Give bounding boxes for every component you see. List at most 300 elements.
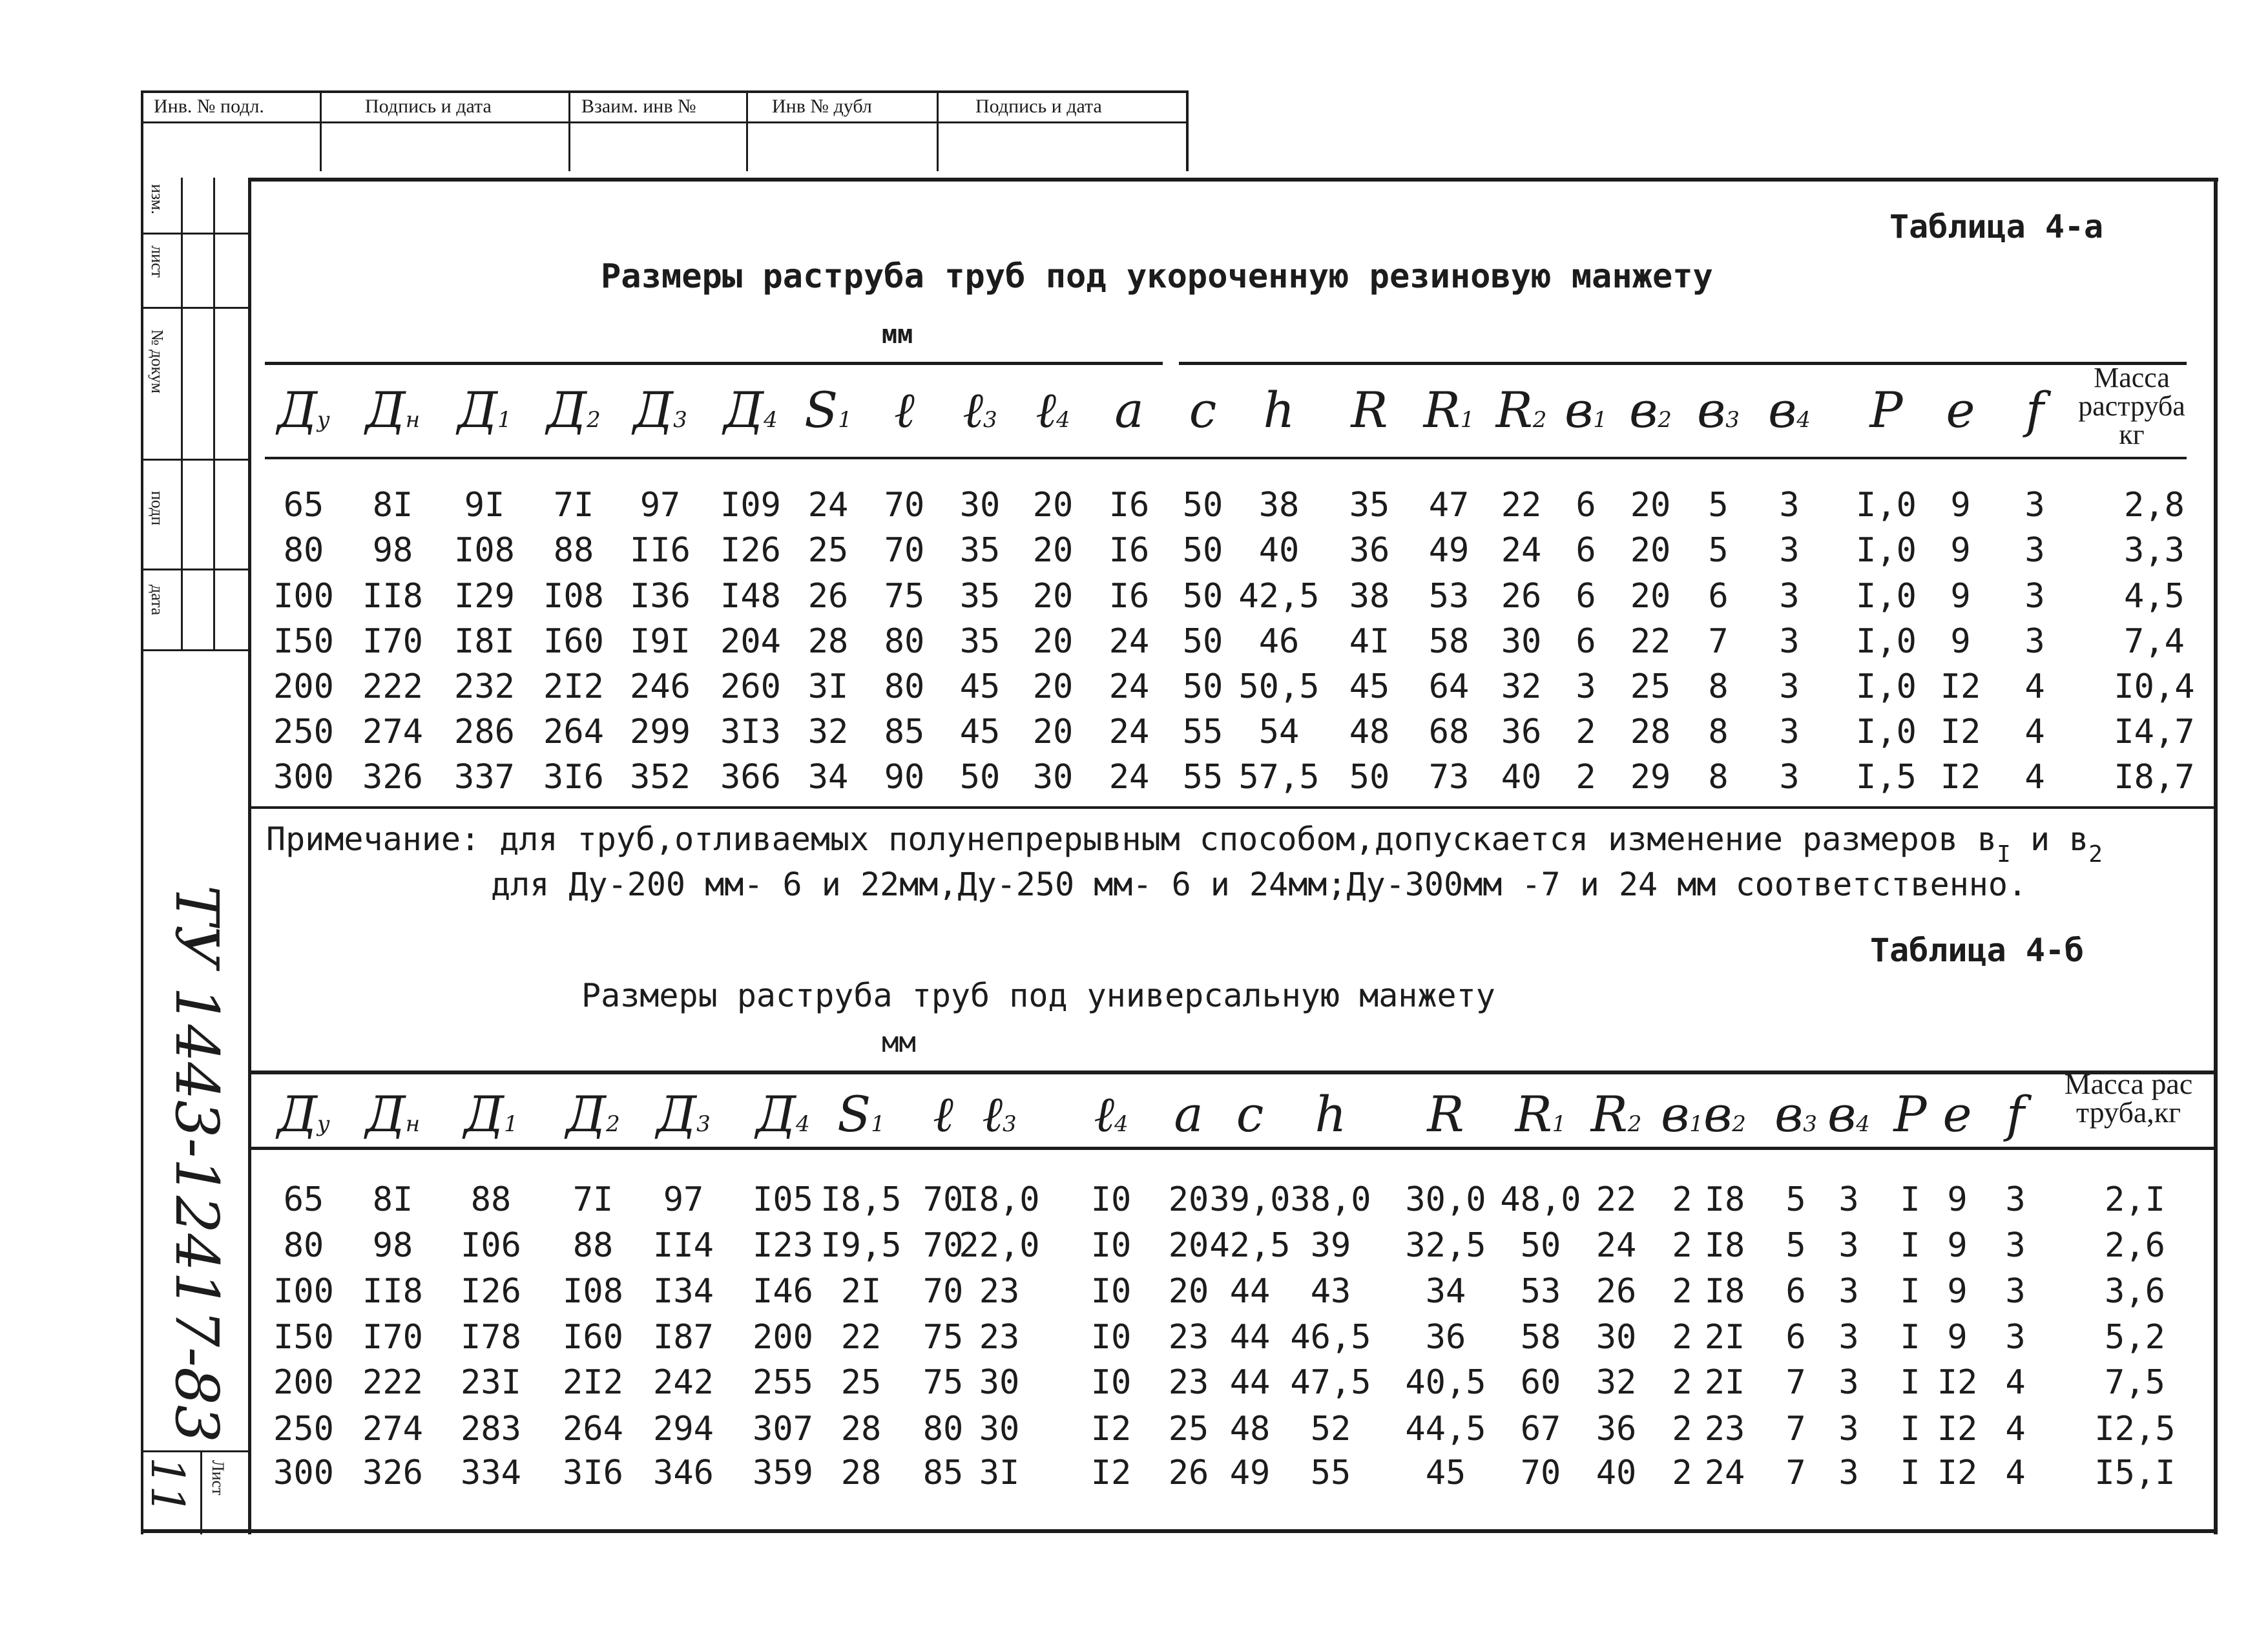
column-header bbox=[961, 1085, 1038, 1144]
table-cell: 30 bbox=[959, 486, 1001, 525]
table-cell: 67 bbox=[1520, 1410, 1561, 1448]
table-cell: I,0 bbox=[1856, 713, 1917, 751]
table-cell: I46 bbox=[753, 1272, 813, 1311]
column-header bbox=[1292, 1085, 1369, 1143]
column-header-symbol: S bbox=[837, 1085, 871, 1143]
table-cell: 6 bbox=[1785, 1272, 1806, 1311]
table-cell: I,0 bbox=[1856, 531, 1917, 570]
column-header-symbol: P bbox=[1869, 381, 1903, 439]
table-cell: 4 bbox=[2005, 1363, 2026, 1402]
table-row bbox=[0, 1410, 2268, 1456]
table-cell: I26 bbox=[461, 1272, 521, 1311]
table-cell: 23 bbox=[979, 1318, 1020, 1357]
table-cell: 24 bbox=[1108, 622, 1150, 661]
table-cell: 38 bbox=[1349, 577, 1390, 616]
column-header-symbol: Д bbox=[656, 1085, 697, 1143]
table-cell: I08 bbox=[563, 1272, 623, 1311]
table-row bbox=[0, 622, 2268, 669]
table-row bbox=[0, 577, 2268, 623]
table-cell: 35 bbox=[1349, 486, 1390, 525]
table-cell: 3 bbox=[1838, 1454, 1859, 1492]
table-cell: I50 bbox=[273, 622, 334, 661]
table-cell: I bbox=[1900, 1454, 1920, 1492]
table-cell: 30 bbox=[1032, 758, 1074, 797]
column-header-symbol: Д bbox=[723, 381, 764, 439]
column-header bbox=[354, 1085, 432, 1143]
table-cell: 55 bbox=[1182, 758, 1223, 797]
table-cell: I08 bbox=[454, 531, 515, 570]
column-header-symbol: e bbox=[1942, 1085, 1972, 1143]
table-cell: 4 bbox=[2005, 1454, 2026, 1492]
table-cell: 3,6 bbox=[2105, 1272, 2165, 1311]
table-cell: 24 bbox=[1108, 758, 1150, 797]
side-label-dokum: № докум bbox=[148, 329, 167, 393]
table-cell: 44,5 bbox=[1405, 1410, 1486, 1448]
table-row bbox=[0, 486, 2268, 532]
table-cell: II8 bbox=[362, 1272, 423, 1311]
column-header-symbol: f bbox=[2025, 381, 2044, 439]
table-cell: 90 bbox=[884, 758, 925, 797]
table-cell: 30 bbox=[1596, 1318, 1637, 1357]
table-cell: 3 bbox=[1779, 713, 1800, 751]
table-cell: 34 bbox=[807, 758, 849, 797]
table-cell: 45 bbox=[1349, 667, 1390, 706]
side-label-data: дата bbox=[148, 585, 167, 616]
column-header-subscript: 3 bbox=[696, 1111, 711, 1137]
table-cell: 44 bbox=[1229, 1272, 1271, 1311]
table-a-title: Размеры раструба труб под укороченную резиновую манжету bbox=[601, 257, 1713, 296]
table-cell: 42,5 bbox=[1209, 1226, 1291, 1265]
table-cell: I0 bbox=[1090, 1363, 1132, 1402]
table-cell: 3 bbox=[1779, 667, 1800, 706]
table-cell: 300 bbox=[273, 758, 334, 797]
side-label-izm: изм. bbox=[148, 184, 167, 214]
column-header-symbol: R bbox=[1515, 1085, 1552, 1143]
table-cell: I,5 bbox=[1856, 758, 1917, 797]
column-header-subscript: 1 bbox=[871, 1111, 885, 1137]
column-header-subscript: у bbox=[317, 1111, 330, 1137]
table-cell: 337 bbox=[454, 758, 515, 797]
table-cell: I2 bbox=[1090, 1410, 1132, 1448]
table-cell: 45 bbox=[1425, 1454, 1466, 1492]
table-cell: 5 bbox=[1708, 486, 1729, 525]
column-header-subscript: 4 bbox=[1056, 407, 1070, 433]
table-cell: I8,5 bbox=[820, 1180, 902, 1219]
table-cell: 30 bbox=[979, 1410, 1020, 1448]
column-header-symbol: e bbox=[1946, 381, 1975, 439]
table-cell: 200 bbox=[273, 667, 334, 706]
table-cell: 50 bbox=[1349, 758, 1390, 797]
table-cell: 200 bbox=[753, 1318, 813, 1357]
table-cell: 20 bbox=[1168, 1226, 1209, 1265]
table-cell: 3I6 bbox=[543, 758, 604, 797]
stamp-podpis-2: Подпись и дата bbox=[975, 96, 1102, 117]
table-cell: I29 bbox=[454, 577, 515, 616]
table-cell: I6 bbox=[1108, 577, 1150, 616]
table-cell: 97 bbox=[640, 486, 681, 525]
column-header-symbol: в bbox=[1629, 381, 1658, 439]
column-header-symbol: Д bbox=[365, 1085, 406, 1143]
column-header bbox=[1680, 381, 1757, 439]
column-header bbox=[1686, 1085, 1763, 1143]
table-cell: 88 bbox=[572, 1226, 614, 1265]
table-cell: 46,5 bbox=[1290, 1318, 1371, 1357]
table-cell: 2 bbox=[1672, 1180, 1692, 1219]
table-cell: 26 bbox=[1168, 1454, 1209, 1492]
column-header bbox=[1612, 381, 1689, 439]
table-cell: I50 bbox=[273, 1318, 334, 1357]
table-row bbox=[0, 531, 2268, 578]
column-header bbox=[1922, 381, 1999, 439]
column-header-subscript: 1 bbox=[1460, 407, 1475, 433]
column-header bbox=[621, 381, 699, 439]
table-cell: 75 bbox=[884, 577, 925, 616]
table-cell: 25 bbox=[1630, 667, 1671, 706]
column-header-subscript: 2 bbox=[606, 1111, 620, 1137]
table-row bbox=[0, 758, 2268, 804]
column-header-symbol: c bbox=[1236, 1085, 1264, 1143]
table-cell: 45 bbox=[959, 667, 1001, 706]
table-cell: 4 bbox=[2024, 713, 2045, 751]
table-row bbox=[0, 1180, 2268, 1227]
table-cell: 85 bbox=[922, 1454, 964, 1492]
table-cell: I2 bbox=[1090, 1454, 1132, 1492]
table-cell: 50,5 bbox=[1238, 667, 1320, 706]
table-cell: 70 bbox=[1520, 1454, 1561, 1492]
table-cell: 68 bbox=[1428, 713, 1470, 751]
column-header-symbol: R bbox=[1351, 381, 1388, 439]
table-cell: 2I bbox=[840, 1272, 882, 1311]
column-header-symbol: Д bbox=[277, 1085, 318, 1143]
column-header-subscript: н bbox=[405, 1111, 421, 1137]
column-header-symbol: ℓ bbox=[1094, 1085, 1114, 1143]
table-cell: 3 bbox=[1838, 1180, 1859, 1219]
table-cell: I8 bbox=[1704, 1272, 1745, 1311]
table-cell: 8I bbox=[372, 486, 413, 525]
table-cell: I8,0 bbox=[959, 1180, 1040, 1219]
column-header-subscript: 1 bbox=[504, 1111, 518, 1137]
sheet-label: Лист bbox=[209, 1460, 227, 1496]
column-header-symbol: R bbox=[1495, 381, 1533, 439]
table-cell: I2 bbox=[1937, 1410, 1978, 1448]
column-header-symbol: P bbox=[1893, 1085, 1927, 1143]
table-cell: 70 bbox=[922, 1272, 964, 1311]
table-cell: 28 bbox=[840, 1410, 882, 1448]
table-cell: 3I3 bbox=[720, 713, 781, 751]
table-b-unit: мм bbox=[882, 1026, 916, 1059]
table-cell: 2 bbox=[1672, 1410, 1692, 1448]
table-cell: 264 bbox=[543, 713, 604, 751]
column-header-subscript: 4 bbox=[1114, 1111, 1129, 1137]
column-header-subscript: 2 bbox=[587, 407, 601, 433]
table-cell: 250 bbox=[273, 713, 334, 751]
table-cell: 55 bbox=[1182, 713, 1223, 751]
table-cell: 28 bbox=[807, 622, 849, 661]
table-cell: 65 bbox=[283, 486, 324, 525]
column-header bbox=[1072, 1085, 1150, 1144]
table-cell: 26 bbox=[807, 577, 849, 616]
table-cell: 35 bbox=[959, 531, 1001, 570]
table-cell: I5,I bbox=[2094, 1454, 2176, 1492]
table-cell: I8,7 bbox=[2114, 758, 2195, 797]
table-cell: 294 bbox=[653, 1410, 714, 1448]
column-header-subscript: н bbox=[405, 407, 421, 433]
column-header bbox=[265, 381, 342, 439]
table-cell: I,0 bbox=[1856, 622, 1917, 661]
stamp-podpis-1: Подпись и дата bbox=[365, 96, 492, 117]
table-cell: 70 bbox=[884, 486, 925, 525]
table-cell: 24 bbox=[1704, 1454, 1745, 1492]
column-header bbox=[1090, 381, 1168, 439]
table-cell: 7I bbox=[553, 486, 594, 525]
table-cell: 23 bbox=[1168, 1318, 1209, 1357]
sheet-number: 11 bbox=[141, 1457, 194, 1515]
column-header-symbol: Д bbox=[546, 381, 587, 439]
table-cell: 3 bbox=[1779, 622, 1800, 661]
table-cell: 24 bbox=[1501, 531, 1542, 570]
column-header-symbol: ℓ bbox=[933, 1085, 953, 1143]
table-cell: 45 bbox=[959, 713, 1001, 751]
table-cell: 36 bbox=[1501, 713, 1542, 751]
column-header-symbol: R bbox=[1590, 1085, 1628, 1143]
table-cell: 75 bbox=[922, 1318, 964, 1357]
table-cell: 5 bbox=[1708, 531, 1729, 570]
table-cell: 274 bbox=[362, 713, 423, 751]
column-header-symbol: c bbox=[1189, 381, 1217, 439]
column-header-symbol: Д bbox=[457, 381, 498, 439]
table-cell: 49 bbox=[1229, 1454, 1271, 1492]
table-cell: 3 bbox=[2005, 1180, 2026, 1219]
table-cell: 6 bbox=[1576, 577, 1596, 616]
column-header-symbol: в bbox=[1661, 1085, 1690, 1143]
table-a-caption: Таблица 4-а bbox=[1889, 208, 2104, 245]
table-cell: 307 bbox=[753, 1410, 813, 1448]
table-cell: 3 bbox=[1576, 667, 1596, 706]
table-cell: I8 bbox=[1704, 1180, 1745, 1219]
table-cell: 53 bbox=[1428, 577, 1470, 616]
column-header bbox=[1751, 381, 1828, 439]
table-cell: 8I bbox=[372, 1180, 413, 1219]
table-cell: I bbox=[1900, 1272, 1920, 1311]
table-cell: 334 bbox=[461, 1454, 521, 1492]
table-b-mass-header bbox=[2041, 1067, 2216, 1129]
table-cell: I36 bbox=[630, 577, 691, 616]
table-cell: I2 bbox=[1937, 1454, 1978, 1492]
column-header-subscript: 1 bbox=[1689, 1111, 1703, 1137]
table-cell: 6 bbox=[1576, 486, 1596, 525]
table-cell: 80 bbox=[283, 531, 324, 570]
stamp-inv-podl: Инв. № подл. bbox=[154, 96, 264, 117]
mass-header-line: Масса рас bbox=[2064, 1067, 2193, 1100]
table-cell: 50 bbox=[959, 758, 1001, 797]
table-cell: 9 bbox=[1947, 1272, 1968, 1311]
table-cell: 60 bbox=[1520, 1363, 1561, 1402]
table-cell: 23 bbox=[1704, 1410, 1745, 1448]
table-cell: I bbox=[1900, 1410, 1920, 1448]
table-cell: 232 bbox=[454, 667, 515, 706]
table-cell: 326 bbox=[362, 1454, 423, 1492]
table-cell: 57,5 bbox=[1238, 758, 1320, 797]
table-cell: 47 bbox=[1428, 486, 1470, 525]
column-header bbox=[1847, 381, 1925, 439]
table-cell: I9,5 bbox=[820, 1226, 902, 1265]
table-cell: 6 bbox=[1576, 622, 1596, 661]
table-cell: 65 bbox=[283, 1180, 324, 1219]
column-header-symbol: в bbox=[1565, 381, 1594, 439]
table-cell: 7 bbox=[1708, 622, 1729, 661]
mass-header-line: раструба bbox=[2078, 390, 2185, 422]
table-cell: 326 bbox=[362, 758, 423, 797]
column-header-subscript: 3 bbox=[1803, 1111, 1817, 1137]
column-header bbox=[1410, 381, 1488, 439]
table-cell: 222 bbox=[362, 667, 423, 706]
column-header-symbol: R bbox=[1427, 1085, 1464, 1143]
table-row bbox=[0, 1454, 2268, 1500]
table-cell: 40 bbox=[1501, 758, 1542, 797]
table-cell: 98 bbox=[372, 1226, 413, 1265]
table-cell: I00 bbox=[273, 577, 334, 616]
column-header-symbol: Д bbox=[365, 381, 406, 439]
table-cell: 204 bbox=[720, 622, 781, 661]
table-cell: 4I bbox=[1349, 622, 1390, 661]
table-cell: 246 bbox=[630, 667, 691, 706]
table-cell: II6 bbox=[630, 531, 691, 570]
table-cell: 30 bbox=[1501, 622, 1542, 661]
table-cell: 274 bbox=[362, 1410, 423, 1448]
table-cell: 75 bbox=[922, 1363, 964, 1402]
table-cell: 52 bbox=[1310, 1410, 1351, 1448]
table-cell: 97 bbox=[663, 1180, 704, 1219]
table-cell: 42,5 bbox=[1238, 577, 1320, 616]
table-cell: I bbox=[1900, 1180, 1920, 1219]
table-cell: 25 bbox=[807, 531, 849, 570]
table-cell: I4,7 bbox=[2114, 713, 2195, 751]
table-b-caption: Таблица 4-б bbox=[1870, 932, 2085, 969]
table-cell: 70 bbox=[922, 1180, 964, 1219]
table-cell: I23 bbox=[753, 1226, 813, 1265]
table-cell: 9 bbox=[1947, 1226, 1968, 1265]
column-header bbox=[1014, 381, 1092, 439]
table-cell: 26 bbox=[1596, 1272, 1637, 1311]
table-cell: 58 bbox=[1520, 1318, 1561, 1357]
column-header-symbol: ℓ bbox=[894, 381, 915, 439]
column-header-subscript: 1 bbox=[1593, 407, 1607, 433]
table-cell: I0 bbox=[1090, 1180, 1132, 1219]
table-cell: 23 bbox=[979, 1272, 1020, 1311]
column-header-symbol: S bbox=[804, 381, 838, 439]
table-cell: I34 bbox=[653, 1272, 714, 1311]
table-cell: 50 bbox=[1182, 531, 1223, 570]
table-cell: 7,5 bbox=[2105, 1363, 2165, 1402]
table-cell: 352 bbox=[630, 758, 691, 797]
table-cell: 54 bbox=[1258, 713, 1300, 751]
table-cell: 48 bbox=[1349, 713, 1390, 751]
table-cell: I6 bbox=[1108, 486, 1150, 525]
table-cell: 24 bbox=[1108, 667, 1150, 706]
table-cell: 70 bbox=[922, 1226, 964, 1265]
table-cell: 22 bbox=[1630, 622, 1671, 661]
table-cell: 2I2 bbox=[563, 1363, 623, 1402]
table-cell: 3 bbox=[2024, 531, 2045, 570]
column-header-symbol: f bbox=[2006, 1085, 2025, 1143]
table-cell: I26 bbox=[720, 531, 781, 570]
doc-code-handwritten: ТУ 1443-12417-83 bbox=[162, 885, 231, 1443]
table-cell: 40,5 bbox=[1405, 1363, 1486, 1402]
column-header-symbol: Д bbox=[464, 1085, 505, 1143]
column-header bbox=[941, 381, 1019, 439]
table-cell: 8 bbox=[1708, 667, 1729, 706]
column-header-symbol: в bbox=[1827, 1085, 1857, 1143]
column-header bbox=[645, 1085, 722, 1143]
table-cell: 4 bbox=[2005, 1410, 2026, 1448]
column-header-subscript: 2 bbox=[1732, 1111, 1746, 1137]
table-cell: 3 bbox=[1779, 577, 1800, 616]
table-cell: 3 bbox=[1838, 1226, 1859, 1265]
table-cell: I8I bbox=[454, 622, 515, 661]
table-cell: I78 bbox=[461, 1318, 521, 1357]
table-cell: I,0 bbox=[1856, 486, 1917, 525]
column-header-symbol: h bbox=[1263, 381, 1295, 439]
table-row bbox=[0, 1318, 2268, 1364]
column-header bbox=[822, 1085, 900, 1143]
table-cell: 20 bbox=[1032, 622, 1074, 661]
column-header-subscript: 1 bbox=[497, 407, 512, 433]
table-cell: 3 bbox=[1838, 1272, 1859, 1311]
column-header-symbol: a bbox=[1174, 1085, 1203, 1143]
column-header-symbol: в bbox=[1774, 1085, 1804, 1143]
table-cell: 22 bbox=[1596, 1180, 1637, 1219]
table-cell: 20 bbox=[1630, 486, 1671, 525]
table-cell: 22,0 bbox=[959, 1226, 1040, 1265]
table-cell: 3 bbox=[2024, 577, 2045, 616]
table-cell: 4 bbox=[2024, 667, 2045, 706]
table-cell: 3 bbox=[1838, 1363, 1859, 1402]
table-cell: 23I bbox=[461, 1363, 521, 1402]
table-cell: 2I2 bbox=[543, 667, 604, 706]
table-cell: 250 bbox=[273, 1410, 334, 1448]
column-header-subscript: 3 bbox=[983, 407, 997, 433]
table-cell: I0 bbox=[1090, 1318, 1132, 1357]
table-cell: 28 bbox=[1630, 713, 1671, 751]
table-cell: I2 bbox=[1937, 1363, 1978, 1402]
table-cell: I bbox=[1900, 1318, 1920, 1357]
table-cell: 200 bbox=[273, 1363, 334, 1402]
column-header bbox=[1331, 381, 1408, 439]
table-cell: 2 bbox=[1576, 758, 1596, 797]
table-row bbox=[0, 667, 2268, 714]
column-header-symbol: ℓ bbox=[962, 381, 983, 439]
column-header-symbol: ℓ bbox=[982, 1085, 1003, 1143]
table-cell: I08 bbox=[543, 577, 604, 616]
table-cell: 9I bbox=[464, 486, 505, 525]
table-cell: 80 bbox=[922, 1410, 964, 1448]
table-cell: 32,5 bbox=[1405, 1226, 1486, 1265]
column-header bbox=[535, 381, 612, 439]
table-cell: 3 bbox=[1838, 1318, 1859, 1357]
table-cell: 2 bbox=[1672, 1454, 1692, 1492]
table-cell: I05 bbox=[753, 1180, 813, 1219]
table-cell: 7,4 bbox=[2124, 622, 2185, 661]
table-cell: 46 bbox=[1258, 622, 1300, 661]
table-cell: 32 bbox=[807, 713, 849, 751]
table-cell: 80 bbox=[884, 622, 925, 661]
table-cell: 49 bbox=[1428, 531, 1470, 570]
table-cell: 30 bbox=[979, 1363, 1020, 1402]
table-cell: I6 bbox=[1108, 531, 1150, 570]
table-cell: 20 bbox=[1032, 577, 1074, 616]
mass-header-line: Масса bbox=[2094, 362, 2170, 393]
column-header-subscript: 3 bbox=[673, 407, 687, 433]
